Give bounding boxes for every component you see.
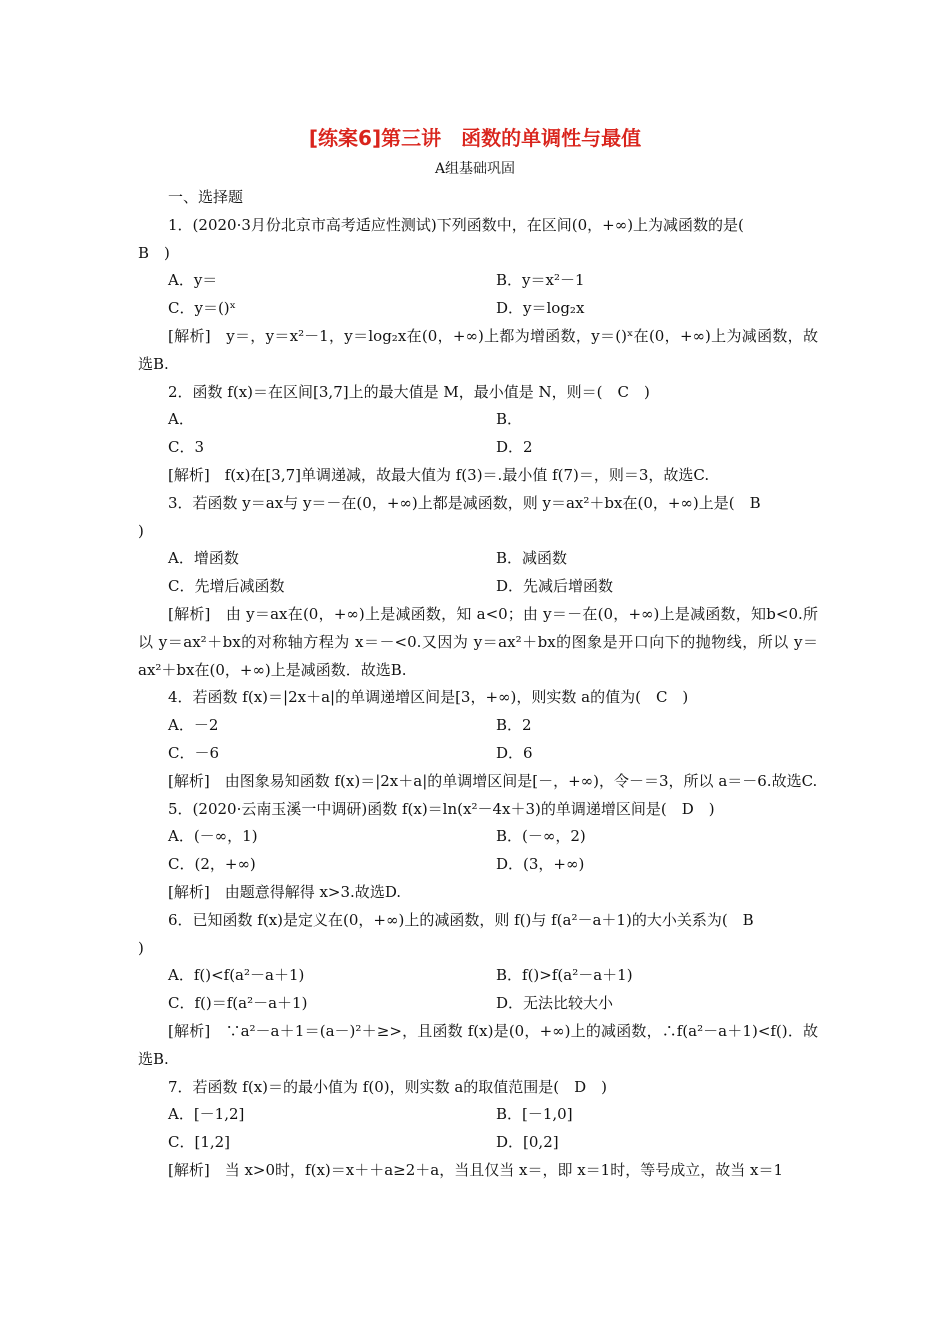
question-5-options-row1 xyxy=(138,823,818,851)
option-d: D．y＝log₂x xyxy=(496,299,585,318)
question-1-answer: B ) xyxy=(138,243,170,262)
question-1-stem: 1．(2020·3月份北京市高考适应性测试)下列函数中，在区间(0，+∞)上为减函数的是( xyxy=(168,215,744,234)
question-2-analysis: [解析] f(x)在[3,7]单调递减，故最大值为 f(3)＝.最小值 f(7)＝，则＝3，故选C. xyxy=(168,465,710,484)
option-c: C．3 xyxy=(168,438,205,457)
section-heading: 一、选择题 xyxy=(168,188,244,206)
question-4-stem: 4．若函数 f(x)＝|2x＋a|的单调递增区间是[3，+∞)，则实数 a的值为( C ) xyxy=(168,688,689,707)
option-b: B．2 xyxy=(496,716,532,735)
question-2-options-row2 xyxy=(138,434,818,462)
option-b: B．f()>f(a²－a＋1) xyxy=(496,966,633,985)
question-1-options-row1 xyxy=(138,267,818,295)
option-d: D．2 xyxy=(496,438,533,457)
question-4-analysis: [解析] 由图象易知函数 f(x)＝|2x＋a|的单调增区间是[－，+∞)，令－＝3，所以 a＝－6.故选C. xyxy=(168,771,818,790)
question-5-analysis: [解析] 由题意得解得 x>3.故选D. xyxy=(168,882,402,901)
question-1-analysis: [解析] y＝，y＝x²－1，y＝log₂x在(0，+∞)上都为增函数，y＝()ˣ在(0，+∞)上为减函数，故选B. xyxy=(138,326,818,373)
question-2-stem: 2．函数 f(x)＝在区间[3,7]上的最大值是 M，最小值是 N，则＝( C ) xyxy=(168,382,650,401)
page-subtitle: A组基础巩固 xyxy=(434,161,516,177)
option-d: D．6 xyxy=(496,743,533,762)
option-a: A．[－1,2] xyxy=(168,1105,245,1124)
option-d: D．无法比较大小 xyxy=(496,994,614,1013)
question-3-analysis: [解析] 由 y＝ax在(0，+∞)上是减函数，知 a<0；由 y＝－在(0，+∞)上是减函数，知b<0.所以 y＝ax²＋bx的对称轴方程为 x＝－<0.又因为 y＝ax²＋bx的图象是开口向下的抛物线，所以 y＝ax²＋bx在(0，+∞)上是减函数．故选B. xyxy=(138,604,818,679)
question-7-analysis: [解析] 当 x>0时，f(x)＝x＋＋a≥2＋a，当且仅当 x＝，即 x＝1时，等号成立，故当 x＝1 xyxy=(168,1160,783,1179)
question-5-stem: 5．(2020·云南玉溪一中调研)函数 f(x)＝ln(x²－4x＋3)的单调递增区间是( D ) xyxy=(168,799,715,818)
exercise-content xyxy=(138,184,818,1185)
option-c: C．－6 xyxy=(168,743,220,762)
question-1-options-row2 xyxy=(138,295,818,323)
option-c: C．f()＝f(a²－a＋1) xyxy=(168,994,308,1013)
question-6-analysis: [解析] ∵a²－a＋1＝(a－)²＋≥>，且函数 f(x)是(0，+∞)上的减函数，∴f(a²－a＋1)<f()．故选B. xyxy=(138,1021,818,1068)
question-6-stem: 6．已知函数 f(x)是定义在(0，+∞)上的减函数，则 f()与 f(a²－a＋1)的大小关系为( B xyxy=(168,910,754,929)
question-4-options-row2 xyxy=(138,740,818,768)
option-d: D．(3，+∞) xyxy=(496,855,585,874)
page-title: [练案6]第三讲 函数的单调性与最值 xyxy=(308,126,642,150)
question-6-answer: ) xyxy=(138,938,144,957)
question-6-options-row2 xyxy=(138,990,818,1018)
question-7-options-row2 xyxy=(138,1129,818,1157)
question-6-options-row1 xyxy=(138,962,818,990)
option-a: A．增函数 xyxy=(168,549,239,568)
question-3-answer: ) xyxy=(138,521,144,540)
option-a: A．－2 xyxy=(168,716,219,735)
question-7-stem: 7．若函数 f(x)＝的最小值为 f(0)，则实数 a的取值范围是( D ) xyxy=(168,1077,608,1096)
question-3-stem: 3．若函数 y＝ax与 y＝－在(0，+∞)上都是减函数，则 y＝ax²＋bx在(0，+∞)上是( B xyxy=(168,493,761,512)
option-a: A．(－∞，1) xyxy=(168,827,258,846)
question-4-options-row1 xyxy=(138,712,818,740)
question-5-options-row2 xyxy=(138,851,818,879)
option-b: B．(－∞，2) xyxy=(496,827,586,846)
option-a: A．y＝ xyxy=(168,271,218,290)
option-c: C．y＝()ˣ xyxy=(168,299,237,318)
option-b: B．[－1,0] xyxy=(496,1105,573,1124)
option-d: D．先减后增函数 xyxy=(496,577,614,596)
question-3-options-row2 xyxy=(138,573,818,601)
option-b: B．y＝x²－1 xyxy=(496,271,585,290)
question-7-options-row1 xyxy=(138,1101,818,1129)
option-a: A． xyxy=(168,410,194,429)
option-d: D．[0,2] xyxy=(496,1133,559,1152)
option-c: C．[1,2] xyxy=(168,1133,231,1152)
option-b: B．减函数 xyxy=(496,549,568,568)
option-c: C．先增后减函数 xyxy=(168,577,285,596)
question-2-options-row1 xyxy=(138,406,818,434)
option-c: C．(2，+∞) xyxy=(168,855,256,874)
question-3-options-row1 xyxy=(138,545,818,573)
option-a: A．f()<f(a²－a＋1) xyxy=(168,966,305,985)
option-b: B． xyxy=(496,410,523,429)
